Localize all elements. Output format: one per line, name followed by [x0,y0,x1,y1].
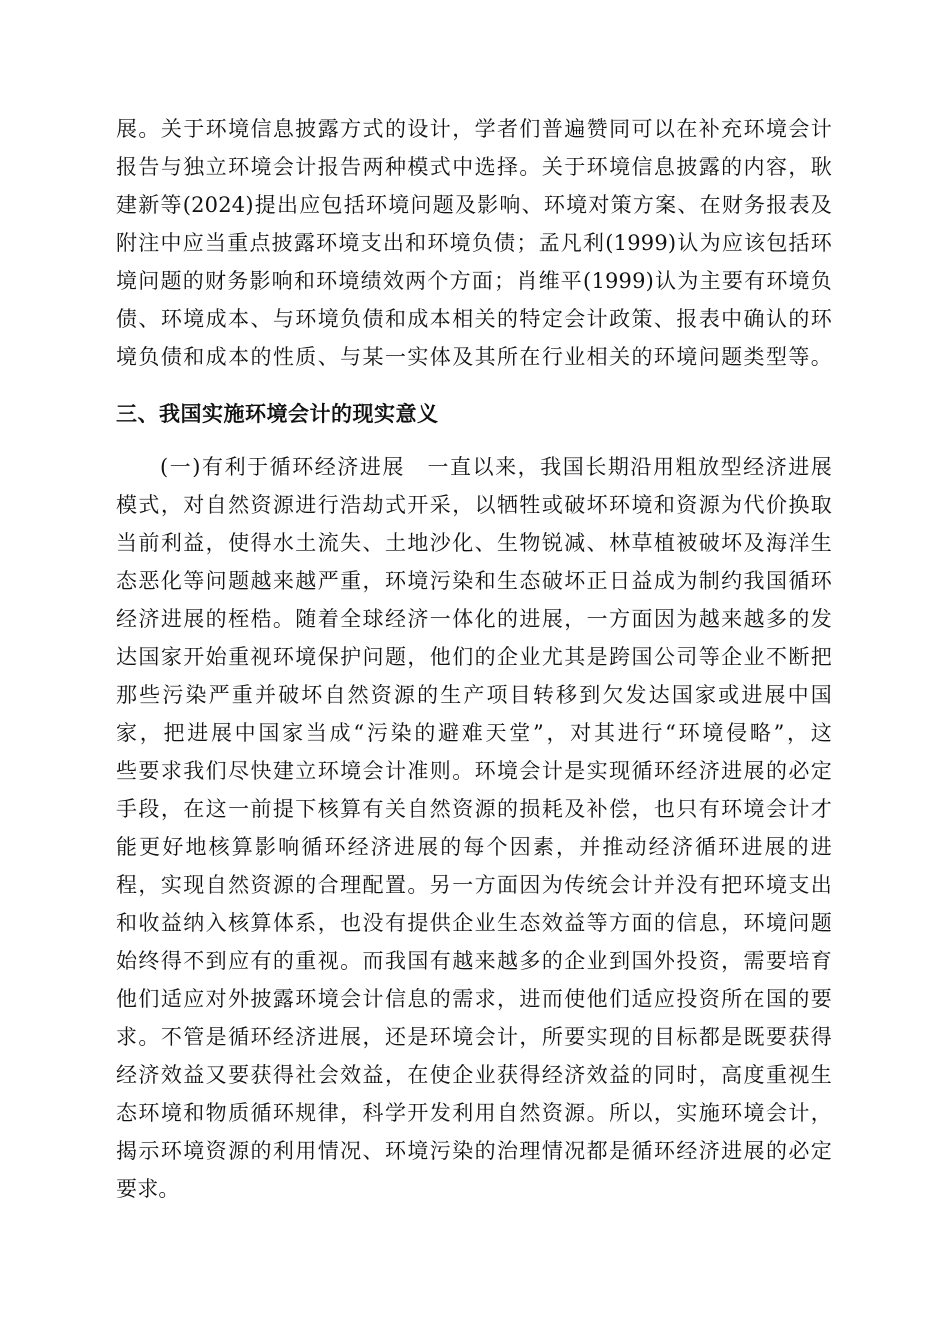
paragraph-2-line-2: 模式，对自然资源进行浩劫式开采，以牺牲或破坏环境和资源为代价换取 [116,493,832,517]
paragraph-1-line-5: 境问题的财务影响和环境绩效两个方面；肖维平(1999)认为主要有环境负 [116,269,832,293]
paragraph-2-line-20: 要求。 [116,1177,180,1201]
paragraph-1-line-7: 境负债和成本的性质、与某一实体及其所在行业相关的环境问题类型等。 [116,345,832,369]
paragraph-2-line-8: 家，把进展中国家当成“污染的避难天堂”，对其进行“环境侵略”，这 [116,721,832,745]
paragraph-1-line-1: 展。关于环境信息披露方式的设计，学者们普遍赞同可以在补充环境会计 [116,117,832,141]
paragraph-2-line-1: (一)有利于循环经济进展 一直以来，我国长期沿用粗放型经济进展 [160,455,832,479]
paragraph-2-line-9: 些要求我们尽快建立环境会计准则。环境会计是实现循环经济进展的必定 [116,759,832,783]
paragraph-1-line-4: 附注中应当重点披露环境支出和环境负债；孟凡利(1999)认为应该包括环 [116,231,832,255]
paragraph-2-line-7: 那些污染严重并破坏自然资源的生产项目转移到欠发达国家或进展中国 [116,683,832,707]
paragraph-2-line-12: 程，实现自然资源的合理配置。另一方面因为传统会计并没有把环境支出 [116,873,832,897]
paragraph-1-line-2: 报告与独立环境会计报告两种模式中选择。关于环境信息披露的内容，耿 [116,155,832,179]
paragraph-2-line-19: 揭示环境资源的利用情况、环境污染的治理情况都是循环经济进展的必定 [116,1139,832,1163]
paragraph-2-line-17: 经济效益又要获得社会效益，在使企业获得经济效益的同时，高度重视生 [116,1063,832,1087]
paragraph-2-line-6: 达国家开始重视环境保护问题，他们的企业尤其是跨国公司等企业不断把 [116,645,832,669]
paragraph-2-line-3: 当前利益，使得水土流失、土地沙化、生物锐减、林草植被破坏及海洋生 [116,531,832,555]
paragraph-2-line-18: 态环境和物质循环规律，科学开发利用自然资源。所以，实施环境会计， [116,1101,832,1125]
paragraph-1-line-3: 建新等(2024)提出应包括环境问题及影响、环境对策方案、在财务报表及 [116,193,832,217]
paragraph-2-line-11: 能更好地核算影响循环经济进展的每个因素，并推动经济循环进展的进 [116,835,832,859]
paragraph-2-line-4: 态恶化等问题越来越严重，环境污染和生态破坏正日益成为制约我国循环 [116,569,832,593]
paragraph-2-line-14: 始终得不到应有的重视。而我国有越来越多的企业到国外投资，需要培育 [116,949,832,973]
section-heading: 三、我国实施环境会计的现实意义 [116,402,439,426]
paragraph-1-line-6: 债、环境成本、与环境负债和成本相关的特定会计政策、报表中确认的环 [116,307,832,331]
paragraph-2-line-15: 他们适应对外披露环境会计信息的需求，进而使他们适应投资所在国的要 [116,987,832,1011]
paragraph-2-line-16: 求。不管是循环经济进展，还是环境会计，所要实现的目标都是既要获得 [116,1025,832,1049]
paragraph-2-line-13: 和收益纳入核算体系，也没有提供企业生态效益等方面的信息，环境问题 [116,911,832,935]
paragraph-2-line-5: 经济进展的桎梏。随着全球经济一体化的进展，一方面因为越来越多的发 [116,607,832,631]
paragraph-2-line-10: 手段，在这一前提下核算有关自然资源的损耗及补偿，也只有环境会计才 [116,797,832,821]
